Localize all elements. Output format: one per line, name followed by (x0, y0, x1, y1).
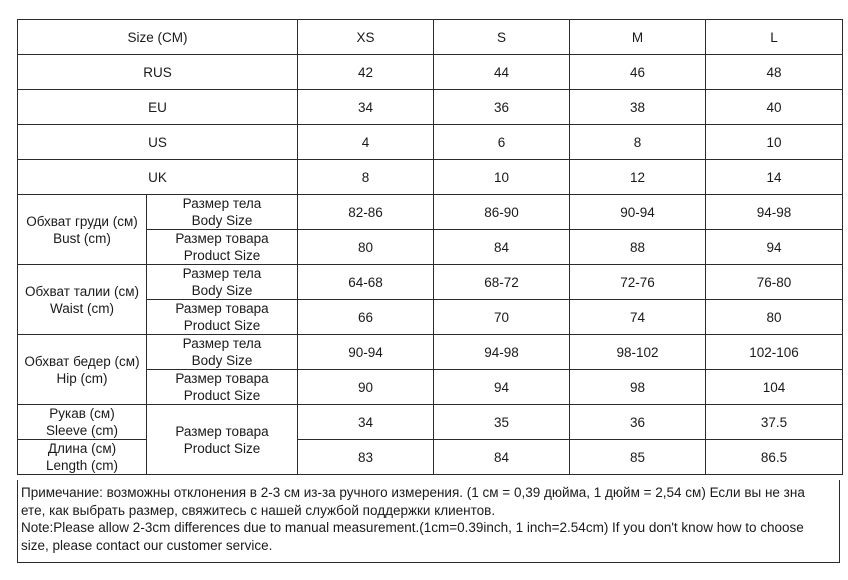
table-cell: 40 (706, 90, 843, 125)
waist-label (18, 265, 147, 335)
body-size-label-en: Body Size (191, 213, 253, 228)
note-line-ru-1: Примечание: возможны отклонения в 2-3 см из-за ручного измерения. (1 см = 0,39 дюйма, 1 дюйм = 2,54 см) Если вы не зна (21, 485, 805, 500)
region-row-rus (18, 55, 843, 90)
region-row-us (18, 125, 843, 160)
measure-label-en: Bust (cm) (53, 230, 111, 246)
table-cell: 86-90 (434, 195, 570, 230)
table-cell: 12 (570, 160, 706, 195)
product-size-label-ru: Размер товара (175, 423, 269, 439)
header-row (18, 20, 843, 55)
product-size-label (147, 230, 298, 265)
hip-body-row (18, 335, 843, 370)
table-cell: 83 (298, 440, 434, 475)
measure-label-ru: Обхват груди (см) (26, 213, 138, 229)
table-cell: 104 (706, 370, 843, 405)
note-line-en-1: Note:Please allow 2-3cm differences due to manual measurement.(1cm=0.39inch, 1 inch=2.54cm) If you don't know how to choose (21, 520, 804, 535)
region-row-uk (18, 160, 843, 195)
table-cell: 48 (706, 55, 843, 90)
measure-label-ru: Обхват бедер (см) (24, 353, 140, 369)
body-size-label (147, 265, 298, 300)
size-l-header: L (706, 20, 843, 55)
sleeve-label (18, 405, 147, 440)
table-cell: 64-68 (298, 265, 434, 300)
table-cell: 37.5 (706, 405, 843, 440)
body-size-label (147, 335, 298, 370)
measure-label-ru: Длина (см) (47, 441, 117, 456)
product-size-label-en: Product Size (183, 248, 261, 263)
table-cell: 94 (434, 370, 570, 405)
region-row-eu (18, 90, 843, 125)
measurement-note (17, 480, 840, 563)
table-cell: 90 (298, 370, 434, 405)
table-cell: 86.5 (706, 440, 843, 475)
waist-body-row (18, 265, 843, 300)
hip-label (18, 335, 147, 405)
measure-label-en: Length (cm) (45, 458, 119, 473)
body-size-label-ru: Размер тела (182, 336, 262, 351)
table-cell: 72-76 (570, 265, 706, 300)
table-cell: 6 (434, 125, 570, 160)
measure-label-ru: Обхват талии (см) (25, 283, 139, 299)
table-cell: 8 (298, 160, 434, 195)
table-cell: 8 (570, 125, 706, 160)
table-cell: 88 (570, 230, 706, 265)
table-cell: 90-94 (570, 195, 706, 230)
size-label-cell: Size (CM) (18, 20, 298, 55)
table-cell: 14 (706, 160, 843, 195)
table-cell: 94 (706, 230, 843, 265)
table-cell: 66 (298, 300, 434, 335)
product-size-label-ru: Размер товара (175, 231, 269, 246)
measure-label-en: Waist (cm) (50, 300, 114, 316)
measure-label-en: Sleeve (cm) (45, 423, 118, 438)
table-cell: 98-102 (570, 335, 706, 370)
table-cell: 10 (434, 160, 570, 195)
measure-label-en: Hip (cm) (56, 370, 108, 386)
table-cell: 74 (570, 300, 706, 335)
length-label (18, 440, 147, 475)
table-cell: 90-94 (298, 335, 434, 370)
table-cell: 80 (706, 300, 843, 335)
size-chart-table (17, 19, 843, 475)
product-size-label-en: Product Size (183, 388, 261, 403)
table-cell: 34 (298, 90, 434, 125)
table-cell: 84 (434, 440, 570, 475)
table-cell: 68-72 (434, 265, 570, 300)
body-size-label-en: Body Size (191, 353, 253, 368)
product-size-label-ru: Размер товара (175, 301, 269, 316)
table-cell: 38 (570, 90, 706, 125)
product-size-label-en: Product Size (183, 440, 261, 456)
table-cell: 98 (570, 370, 706, 405)
table-cell: 80 (298, 230, 434, 265)
table-cell: 10 (706, 125, 843, 160)
bust-body-row (18, 195, 843, 230)
product-size-label-ru: Размер товара (175, 371, 269, 386)
length-row (18, 440, 843, 475)
region-label: UK (18, 160, 298, 195)
body-size-label (147, 195, 298, 230)
table-cell: 44 (434, 55, 570, 90)
table-cell: 34 (298, 405, 434, 440)
table-cell: 82-86 (298, 195, 434, 230)
note-line-ru-2: ете, как выбрать размер, свяжитесь с нашей службой поддержки клиентов. (21, 502, 496, 518)
table-cell: 46 (570, 55, 706, 90)
product-size-label-en: Product Size (183, 318, 261, 333)
table-cell: 70 (434, 300, 570, 335)
size-m-header: M (570, 20, 706, 55)
region-label: US (18, 125, 298, 160)
product-size-label (147, 370, 298, 405)
size-xs-header: XS (298, 20, 434, 55)
bust-label (18, 195, 147, 265)
table-cell: 42 (298, 55, 434, 90)
size-s-header: S (434, 20, 570, 55)
sleeve-row (18, 405, 843, 440)
table-cell: 4 (298, 125, 434, 160)
table-cell: 36 (570, 405, 706, 440)
note-line-en-2: size, please contact our customer service. (21, 537, 273, 553)
region-label: RUS (18, 55, 298, 90)
table-cell: 84 (434, 230, 570, 265)
table-cell: 35 (434, 405, 570, 440)
table-cell: 76-80 (706, 265, 843, 300)
table-cell: 85 (570, 440, 706, 475)
table-cell: 36 (434, 90, 570, 125)
measure-label-ru: Рукав (см) (49, 406, 115, 421)
product-size-label (147, 300, 298, 335)
body-size-label-en: Body Size (191, 283, 253, 298)
body-size-label-ru: Размер тела (182, 266, 262, 281)
body-size-label-ru: Размер тела (182, 196, 262, 211)
product-size-label (147, 405, 298, 475)
table-cell: 94-98 (434, 335, 570, 370)
table-cell: 102-106 (706, 335, 843, 370)
region-label: EU (18, 90, 298, 125)
table-cell: 94-98 (706, 195, 843, 230)
